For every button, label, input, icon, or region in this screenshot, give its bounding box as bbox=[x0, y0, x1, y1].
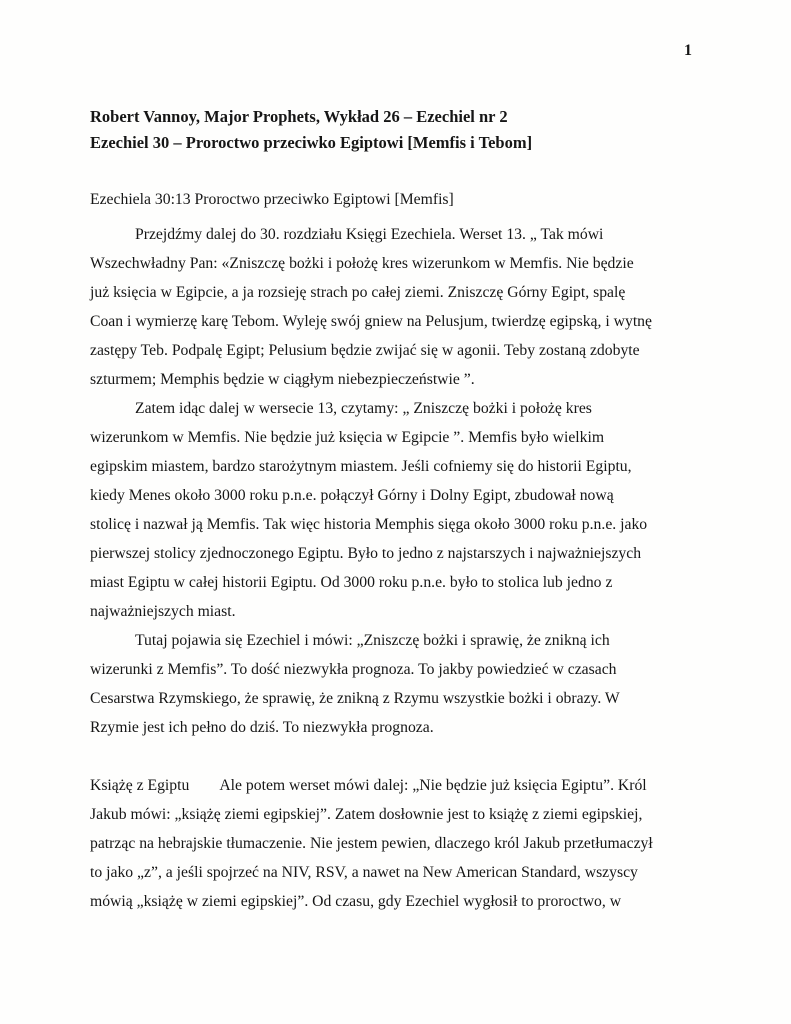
paragraph bbox=[90, 394, 740, 626]
document-title bbox=[90, 104, 740, 156]
text-line: egipskim miastem, bardzo starożytnym miastem. Jeśli cofniemy się do historii Egiptu, bbox=[90, 458, 632, 475]
text-line: stolicę i nazwał ją Memfis. Tak więc historia Memphis sięga około 3000 roku p.n.e. jako bbox=[90, 516, 648, 533]
text-line: Wszechwładny Pan: «Zniszczę bożki i położę kres wizerunkom w Memfis. Nie będzie bbox=[90, 255, 634, 272]
text-line: to jako „z”, a jeśli spojrzeć na NIV, RSV, a nawet na New American Standard, wszyscy bbox=[90, 864, 638, 881]
text-line: mówią „książę w ziemi egipskiej”. Od czasu, gdy Ezechiel wygłosił to proroctwo, w bbox=[90, 893, 622, 910]
text-line: Zatem idąc dalej w wersecie 13, czytamy: „ Zniszczę bożki i położę kres bbox=[135, 400, 592, 417]
text-line: już księcia w Egipcie, a ja rozsieję strach po całej ziemi. Zniszczę Górny Egipt, spalę bbox=[90, 284, 626, 301]
page-content bbox=[90, 104, 740, 916]
paragraph-lead: Książę z Egiptu bbox=[90, 777, 190, 794]
paragraph bbox=[90, 626, 740, 742]
paragraph bbox=[90, 220, 740, 394]
text-line: pierwszej stolicy zjednoczonego Egiptu. Było to jedno z najstarszych i najważniejszych bbox=[90, 545, 642, 562]
text-line-content: Ale potem werset mówi dalej: „Nie będzie już księcia Egiptu”. Król bbox=[219, 777, 647, 794]
text-line: Coan i wymierzę karę Tebom. Wyleję swój gniew na Pelusjum, twierdzę egipską, i wytnę bbox=[90, 313, 652, 330]
text-line: miast Egiptu w całej historii Egiptu. Od 3000 roku p.n.e. było to stolica lub jedno z bbox=[90, 574, 613, 591]
text-line bbox=[90, 771, 740, 800]
section-heading: Ezechiela 30:13 Proroctwo przeciwko Egiptowi [Memfis] bbox=[90, 191, 454, 208]
paragraphs bbox=[90, 220, 740, 916]
text-line: Tutaj pojawia się Ezechiel i mówi: „Zniszczę bożki i sprawię, że znikną ich bbox=[135, 632, 610, 649]
document-title-line: Ezechiel 30 – Proroctwo przeciwko Egiptowi [Memfis i Tebom] bbox=[90, 133, 533, 152]
text-line: Jakub mówi: „książę ziemi egipskiej”. Zatem dosłownie jest to książę z ziemi egipskiej, bbox=[90, 806, 643, 823]
text-line: wizerunkom w Memfis. Nie będzie już księcia w Egipcie ”. Memfis było wielkim bbox=[90, 429, 605, 446]
text-line: Cesarstwa Rzymskiego, że sprawię, że znikną z Rzymu wszystkie bożki i obrazy. W bbox=[90, 690, 620, 707]
text-line: wizerunki z Memfis”. To dość niezwykła prognoza. To jakby powiedzieć w czasach bbox=[90, 661, 617, 678]
document-title-line: Robert Vannoy, Major Prophets, Wykład 26 – Ezechiel nr 2 bbox=[90, 107, 508, 126]
text-line: najważniejszych miast. bbox=[90, 603, 236, 620]
paragraph bbox=[90, 771, 740, 916]
text-line: Przejdźmy dalej do 30. rozdziału Księgi Ezechiela. Werset 13. „ Tak mówi bbox=[135, 226, 604, 243]
text-line: Rzymie jest ich pełno do dziś. To niezwykła prognoza. bbox=[90, 719, 434, 736]
text-line: patrząc na hebrajskie tłumaczenie. Nie jestem pewien, dlaczego król Jakub przetłumaczył bbox=[90, 835, 653, 852]
text-line: zastępy Teb. Podpalę Egipt; Pelusium będzie zwijać się w agonii. Teby zostaną zdobyte bbox=[90, 342, 640, 359]
text-line: kiedy Menes około 3000 roku p.n.e. połączył Górny i Dolny Egipt, zbudował nową bbox=[90, 487, 614, 504]
page-number: 1 bbox=[684, 42, 693, 59]
text-line: szturmem; Memphis będzie w ciągłym niebezpieczeństwie ”. bbox=[90, 371, 475, 388]
